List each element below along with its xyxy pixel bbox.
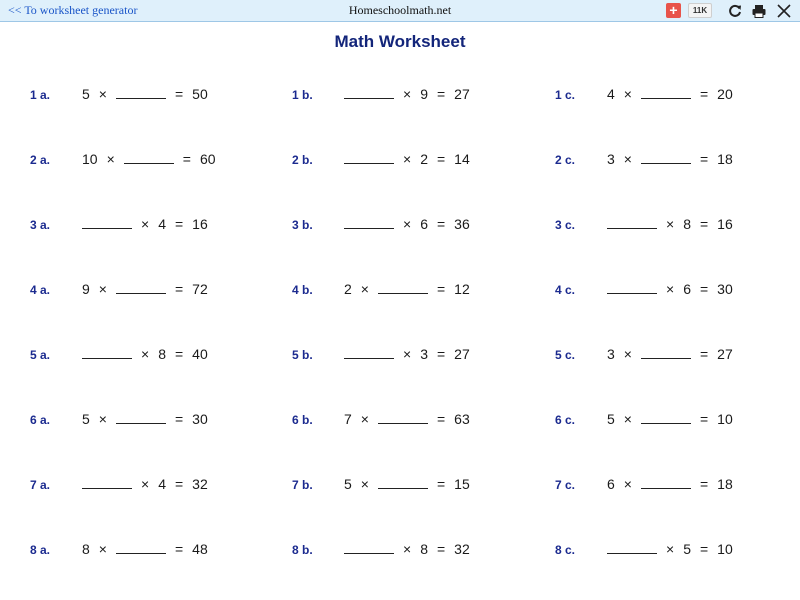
- equals-sign: =: [436, 411, 446, 427]
- worksheet-row: [30, 269, 790, 334]
- problem-label: 4 a.: [30, 283, 51, 297]
- number: 48: [192, 541, 208, 557]
- number: 4: [158, 216, 166, 232]
- equals-sign: =: [174, 476, 184, 492]
- times-sign: ×: [623, 346, 632, 362]
- answer-blank[interactable]: [641, 346, 691, 359]
- problem-label: 3 a.: [30, 218, 51, 232]
- times-sign: ×: [98, 541, 107, 557]
- problem-expression: [82, 86, 217, 102]
- times-sign: ×: [666, 281, 675, 297]
- problem-expression: [344, 476, 479, 492]
- problem-label: 7 b.: [292, 478, 313, 492]
- problem-label: 4 b.: [292, 283, 313, 297]
- number: 3: [420, 346, 428, 362]
- problem-label: 5 b.: [292, 348, 313, 362]
- equals-sign: =: [699, 86, 709, 102]
- number: 6: [683, 281, 691, 297]
- answer-blank[interactable]: [82, 476, 132, 489]
- back-to-generator-link[interactable]: << To worksheet generator: [8, 3, 138, 17]
- number: 9: [82, 281, 90, 297]
- count-badge: 11K: [688, 3, 712, 18]
- problem-label: 6 a.: [30, 413, 51, 427]
- number: 15: [454, 476, 470, 492]
- worksheet-row: [30, 139, 790, 204]
- problem-expression: [607, 411, 742, 427]
- problem-expression: [607, 346, 742, 362]
- number: 9: [420, 86, 428, 102]
- worksheet-row: [30, 74, 790, 139]
- equals-sign: =: [174, 281, 184, 297]
- answer-blank[interactable]: [82, 216, 132, 229]
- answer-blank[interactable]: [82, 346, 132, 359]
- refresh-icon[interactable]: [727, 3, 743, 19]
- number: 3: [607, 151, 615, 167]
- problem-label: 3 c.: [555, 218, 576, 232]
- problem-expression: [344, 346, 479, 362]
- equals-sign: =: [436, 216, 446, 232]
- number: 16: [717, 216, 733, 232]
- number: 5: [82, 86, 90, 102]
- problem-expression: [344, 216, 479, 232]
- problem-expression: [82, 411, 217, 427]
- number: 18: [717, 151, 733, 167]
- times-sign: ×: [98, 411, 107, 427]
- equals-sign: =: [174, 86, 184, 102]
- answer-blank[interactable]: [344, 151, 394, 164]
- number: 30: [192, 411, 208, 427]
- answer-blank[interactable]: [378, 411, 428, 424]
- problem-expression: [344, 86, 479, 102]
- number: 27: [717, 346, 733, 362]
- number: 10: [717, 411, 733, 427]
- worksheet-row: [30, 399, 790, 464]
- answer-blank[interactable]: [344, 346, 394, 359]
- times-sign: ×: [403, 346, 412, 362]
- number: 5: [607, 411, 615, 427]
- equals-sign: =: [699, 151, 709, 167]
- equals-sign: =: [699, 346, 709, 362]
- times-sign: ×: [623, 476, 632, 492]
- answer-blank[interactable]: [607, 541, 657, 554]
- equals-sign: =: [174, 541, 184, 557]
- number: 60: [199, 151, 216, 167]
- times-sign: ×: [623, 151, 632, 167]
- number: 32: [192, 476, 208, 492]
- answer-blank[interactable]: [641, 86, 691, 99]
- equals-sign: =: [699, 281, 709, 297]
- number: 5: [344, 476, 352, 492]
- number: 10: [82, 151, 98, 167]
- problem-expression: [82, 541, 217, 557]
- problem-expression: [82, 216, 217, 232]
- equals-sign: =: [436, 476, 446, 492]
- number: 8: [82, 541, 90, 557]
- problem-expression: [82, 151, 225, 167]
- answer-blank[interactable]: [116, 411, 166, 424]
- problem-label: 5 c.: [555, 348, 576, 362]
- problem-label: 1 a.: [30, 88, 51, 102]
- answer-blank[interactable]: [641, 476, 691, 489]
- number: 10: [717, 541, 733, 557]
- equals-sign: =: [174, 346, 184, 362]
- number: 20: [717, 86, 733, 102]
- problem-label: 7 c.: [555, 478, 576, 492]
- number: 4: [158, 476, 166, 492]
- answer-blank[interactable]: [641, 151, 691, 164]
- times-sign: ×: [623, 411, 632, 427]
- answer-blank[interactable]: [124, 151, 174, 164]
- answer-blank[interactable]: [607, 281, 657, 294]
- answer-blank[interactable]: [344, 86, 394, 99]
- number: 6: [420, 216, 428, 232]
- number: 8: [683, 216, 691, 232]
- times-sign: ×: [141, 216, 150, 232]
- number: 30: [717, 281, 733, 297]
- problem-expression: [344, 281, 479, 297]
- problem-expression: [607, 86, 742, 102]
- problem-expression: [344, 541, 479, 557]
- number: 12: [454, 281, 470, 297]
- equals-sign: =: [436, 281, 446, 297]
- equals-sign: =: [436, 86, 446, 102]
- times-sign: ×: [403, 86, 412, 102]
- problem-label: 6 c.: [555, 413, 576, 427]
- answer-blank[interactable]: [607, 216, 657, 229]
- equals-sign: =: [436, 541, 446, 557]
- equals-sign: =: [436, 346, 446, 362]
- equals-sign: =: [699, 476, 709, 492]
- number: 3: [607, 346, 615, 362]
- equals-sign: =: [699, 411, 709, 427]
- answer-blank[interactable]: [641, 411, 691, 424]
- times-sign: ×: [141, 346, 150, 362]
- number: 63: [454, 411, 470, 427]
- problem-label: 8 b.: [292, 543, 313, 557]
- answer-blank[interactable]: [344, 216, 394, 229]
- equals-sign: =: [699, 541, 709, 557]
- number: 72: [192, 281, 208, 297]
- equals-sign: =: [699, 216, 709, 232]
- problem-label: 8 c.: [555, 543, 576, 557]
- problem-expression: [607, 151, 742, 167]
- number: 8: [158, 346, 166, 362]
- problem-expression: [607, 476, 742, 492]
- number: 2: [420, 151, 428, 167]
- problem-label: 3 b.: [292, 218, 313, 232]
- times-sign: ×: [360, 281, 369, 297]
- answer-blank[interactable]: [378, 476, 428, 489]
- worksheet-row: [30, 529, 790, 594]
- number: 5: [82, 411, 90, 427]
- equals-sign: =: [174, 216, 184, 232]
- plus-button[interactable]: +: [666, 3, 681, 18]
- site-name: Homeschoolmath.net: [348, 3, 452, 17]
- print-icon[interactable]: [751, 3, 767, 19]
- problem-label: 2 b.: [292, 153, 313, 167]
- number: 27: [454, 86, 470, 102]
- answer-blank[interactable]: [344, 541, 394, 554]
- equals-sign: =: [182, 151, 191, 167]
- problem-label: 7 a.: [30, 478, 51, 492]
- problem-label: 1 c.: [555, 88, 576, 102]
- times-sign: ×: [623, 86, 632, 102]
- problem-expression: [344, 151, 479, 167]
- number: 4: [607, 86, 615, 102]
- times-sign: ×: [106, 151, 115, 167]
- times-sign: ×: [666, 541, 675, 557]
- number: 7: [344, 411, 352, 427]
- answer-blank[interactable]: [116, 281, 166, 294]
- number: 2: [344, 281, 352, 297]
- problem-label: 5 a.: [30, 348, 51, 362]
- times-sign: ×: [360, 476, 369, 492]
- equals-sign: =: [174, 411, 184, 427]
- times-sign: ×: [98, 281, 107, 297]
- page-title: Math Worksheet: [334, 32, 466, 51]
- problem-expression: [82, 346, 217, 362]
- problem-label: 1 b.: [292, 88, 313, 102]
- problem-expression: [82, 281, 217, 297]
- number: 14: [454, 151, 470, 167]
- close-icon[interactable]: [776, 3, 792, 19]
- problem-label: 8 a.: [30, 543, 51, 557]
- worksheet-row: [30, 334, 790, 399]
- times-sign: ×: [141, 476, 150, 492]
- times-sign: ×: [403, 216, 412, 232]
- times-sign: ×: [403, 151, 412, 167]
- problem-expression: [82, 476, 217, 492]
- number: 18: [717, 476, 733, 492]
- number: 8: [420, 541, 428, 557]
- times-sign: ×: [360, 411, 369, 427]
- problem-expression: [344, 411, 479, 427]
- times-sign: ×: [403, 541, 412, 557]
- number: 50: [192, 86, 208, 102]
- answer-blank[interactable]: [378, 281, 428, 294]
- answer-blank[interactable]: [116, 541, 166, 554]
- number: 6: [607, 476, 615, 492]
- problem-label: 6 b.: [292, 413, 313, 427]
- problem-expression: [607, 281, 742, 297]
- problem-label: 4 c.: [555, 283, 576, 297]
- times-sign: ×: [666, 216, 675, 232]
- number: 27: [454, 346, 470, 362]
- problem-grid: [30, 74, 790, 594]
- number: 32: [454, 541, 470, 557]
- problem-expression: [607, 541, 742, 557]
- number: 16: [192, 216, 208, 232]
- number: 40: [192, 346, 208, 362]
- worksheet-row: [30, 464, 790, 529]
- number: 36: [454, 216, 470, 232]
- times-sign: ×: [98, 86, 107, 102]
- top-toolbar: [0, 0, 800, 22]
- worksheet-row: [30, 204, 790, 269]
- answer-blank[interactable]: [116, 86, 166, 99]
- problem-expression: [607, 216, 742, 232]
- equals-sign: =: [436, 151, 446, 167]
- problem-label: 2 a.: [30, 153, 51, 167]
- number: 5: [683, 541, 691, 557]
- problem-label: 2 c.: [555, 153, 576, 167]
